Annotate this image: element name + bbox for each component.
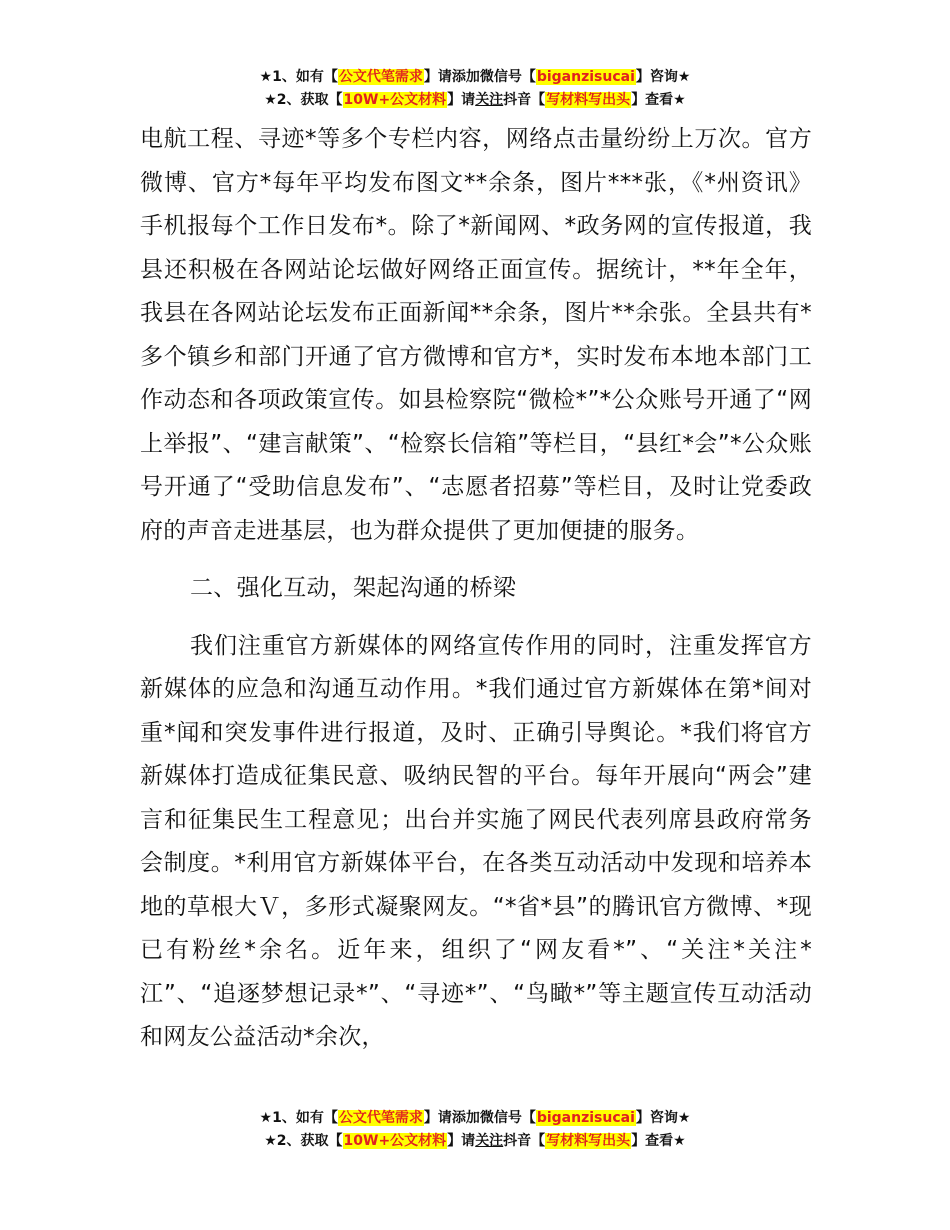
highlight-douyin-id: 写材料写出头 [546, 92, 631, 108]
banner-text: 】请 [423, 69, 452, 85]
banner-emphasis: 关注 [475, 1133, 504, 1149]
highlight-wechat-id: biganzisucai [536, 69, 635, 85]
banner-line-1 [0, 66, 950, 89]
banner-text: ★1、如有【 [259, 69, 338, 85]
banner-emphasis: 添加 [451, 69, 480, 85]
banner-text: 】咨询★ [635, 1110, 691, 1126]
banner-text: 】请 [447, 92, 476, 108]
banner-text: 微信号【 [479, 69, 536, 85]
banner-text: 】咨询★ [635, 69, 691, 85]
paragraph-continued: 电航工程、寻迹*等多个专栏内容，网络点击量纷纷上万次。官方微博、官方*每年平均发布图文**余条，图片***张，《*州资讯》手机报每个工作日发布*。除了*新闻网、*政务网的宣传报道，我县还积极在各网站论坛做好网络正面宣传。据统计，**年全年，我县在各网站论坛发布正面新闻**余条，图片**余张。全县共有*多个镇乡和部门开通了官方微博和官方*，实时发布本地本部门工作动态和各项政策宣传。如县检察院“微检*”*公众账号开通了“网上举报”、“建言献策”、“检察长信箱”等栏目，“县红*会”*公众账号开通了“受助信息发布”、“志愿者招募”等栏目，及时让党委政府的声音走进基层，也为群众提供了更加便捷的服务。 [140, 126, 812, 544]
banner-line-1 [0, 1107, 950, 1130]
highlight-materials: 10W+公文材料 [343, 1133, 447, 1149]
banner-text: ★2、获取【 [264, 1133, 343, 1149]
header-banner [0, 66, 950, 112]
banner-line-2 [0, 89, 950, 112]
highlight-materials: 10W+公文材料 [343, 92, 447, 108]
banner-text: ★2、获取【 [264, 92, 343, 108]
banner-text: 抖音【 [503, 92, 546, 108]
banner-text: 微信号【 [479, 1110, 536, 1126]
highlight-wechat-id: biganzisucai [536, 1110, 635, 1126]
banner-line-2 [0, 1130, 950, 1153]
banner-text: 抖音【 [503, 1133, 546, 1149]
banner-emphasis: 关注 [475, 92, 504, 108]
document-body [140, 118, 812, 1060]
footer-banner [0, 1107, 950, 1153]
banner-text: 】请 [447, 1133, 476, 1149]
banner-text: 】查看★ [631, 1133, 686, 1149]
banner-text: 】查看★ [631, 92, 686, 108]
highlight-douyin-id: 写材料写出头 [546, 1133, 631, 1149]
highlight-service: 公文代笔需求 [338, 1110, 423, 1126]
highlight-service: 公文代笔需求 [338, 69, 423, 85]
paragraph: 我们注重官方新媒体的网络宣传作用的同时，注重发挥官方新媒体的应急和沟通互动作用。*我们通过官方新媒体在第*间对重*闻和突发事件进行报道，及时、正确引导舆论。*我们将官方新媒体打造成征集民意、吸纳民智的平台。每年开展向“两会”建言和征集民生工程意见；出台并实施了网民代表列席县政府常务会制度。*利用官方新媒体平台，在各类互动活动中发现和培养本地的草根大Ｖ，多形式凝聚网友。“*省*县”的腾讯官方微博、*现已有粉丝*余名。近年来，组织了“网友看*”、“关注*关注*江”、“追逐梦想记录*”、“寻迹*”、“鸟瞰*”等主题宣传互动活动和网友公益活动*余次， [140, 632, 812, 1050]
banner-text: 】请 [423, 1110, 452, 1126]
banner-text: ★1、如有【 [259, 1110, 338, 1126]
banner-emphasis: 添加 [451, 1110, 480, 1126]
section-heading: 二、强化互动，架起沟通的桥梁 [190, 575, 517, 601]
